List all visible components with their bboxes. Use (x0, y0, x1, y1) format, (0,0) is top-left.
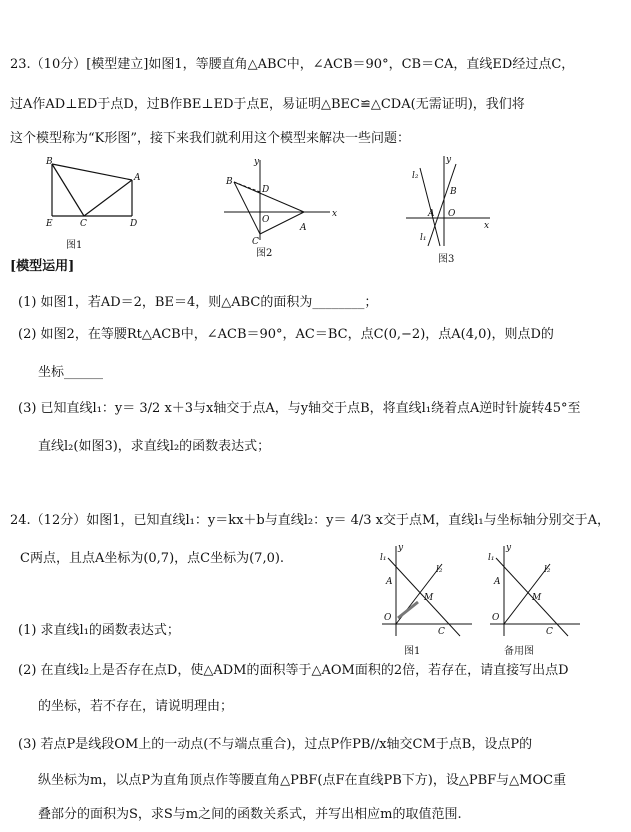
q24-part1: (1) 求直线l₁的函数表达式； (18, 623, 180, 638)
fig1-label-A: A (134, 173, 141, 183)
fig3-label-O: O (448, 209, 456, 219)
q23-line3: 这个模型称为“K形图”，接下来我们就利用这个模型来解决一些问题： (10, 131, 411, 146)
q24-part3b: 纵坐标为m，以点P为直角顶点作等腰直角△PBF(点F在直线PB下方)，设△PBF与△MOC重 (38, 773, 567, 788)
q24-fig1-label-C: C (438, 627, 445, 637)
fig1-label-C: C (80, 219, 87, 229)
q23-line1: 23.（10分）[模型建立]如图1，等腰直角△ABC中，∠ACB＝90°，CB＝CA，直线ED经过点C， (10, 57, 575, 72)
q24-fig2-label-l1: l₁ (488, 553, 495, 563)
q24-fig1-caption: 图1 (404, 646, 421, 657)
q24-part2a: (2) 在直线l₂上是否存在点D，使△ADM的面积等于△AOM面积的2倍，若存在，请直接写出点D (18, 663, 569, 678)
q23-fig2-caption: 图2 (256, 248, 273, 259)
q23-part2a: (2) 如图2，在等腰Rt△ACB中，∠ACB＝90°，AC＝BC，点C(0,−2)，点A(4,0)，则点D的 (18, 327, 554, 342)
q23-line2: 过A作AD⊥ED于点D，过B作BE⊥ED于点E，易证明△BEC≌△CDA(无需证明)，我们将 (10, 97, 525, 112)
q24-fig1-label-l2: l₂ (436, 565, 443, 575)
fig1-label-B: B (46, 157, 53, 167)
q24-part2b: 的坐标，若不存在，请说明理由； (38, 699, 234, 714)
fig3-label-B: B (450, 187, 457, 197)
q24-part3c: 叠部分的面积为S，求S与m之间的函数关系式，并写出相应m的取值范围. (38, 807, 462, 822)
q24-fig1-label-y: y (398, 543, 404, 553)
q23-part2b: 坐标______ (38, 365, 104, 380)
q23-part3a: (3) 已知直线l₁：y＝ 3/2 x＋3与x轴交于点A，与y轴交于点B，将直线l₁绕着点A逆时针旋转45°至 (18, 401, 581, 416)
q24-fig2-label-M: M (532, 593, 542, 603)
fig2-label-x: x (332, 209, 338, 219)
q24-fig2-label-y: y (506, 543, 512, 553)
q24-fig1-label-M: M (424, 593, 434, 603)
q24-fig2-label-C: C (546, 627, 553, 637)
q24-fig2-label-O: O (492, 613, 500, 623)
fig3-label-l2: l₂ (412, 171, 419, 181)
fig1-label-D: D (130, 219, 138, 229)
fig2-label-C: C (252, 237, 259, 247)
q24-fig1-label-O: O (384, 613, 392, 623)
q24-line2: C两点，且点A坐标为(0,7)，点C坐标为(7,0). (20, 551, 285, 566)
q23-figure-2 (220, 156, 340, 246)
q23-section-heading: [模型运用] (10, 259, 75, 274)
fig1-label-E: E (46, 219, 53, 229)
q24-fig1-label-A: A (386, 577, 393, 587)
q23-fig3-caption: 图3 (438, 254, 455, 265)
fig2-label-A: A (300, 223, 307, 233)
fig2-label-B: B (226, 177, 233, 187)
fig2-label-D: D (262, 185, 270, 195)
q24-part3a: (3) 若点P是线段OM上的一动点(不与端点重合)，过点P作PB//x轴交CM于点B，设点P的 (18, 737, 533, 752)
fig3-label-l1: l₁ (420, 233, 427, 243)
fig2-label-O: O (262, 215, 270, 225)
q24-fig2-label-A: A (494, 577, 501, 587)
q24-line1: 24.（12分）如图1，已知直线l₁：y＝kx＋b与直线l₂：y＝ 4/3 x交于点M，直线l₁与坐标轴分别交于A， (10, 513, 611, 528)
q23-fig1-caption: 图1 (66, 240, 83, 251)
fig3-label-y: y (446, 155, 452, 165)
q24-fig2-caption: 备用图 (504, 646, 534, 657)
q23-figure-3 (404, 154, 494, 250)
fig3-label-A: A (428, 209, 435, 219)
q23-part1: (1) 如图1，若AD＝2，BE＝4，则△ABC的面积为________； (18, 295, 378, 310)
q24-fig1-label-l1: l₁ (380, 553, 387, 563)
q23-part3b: 直线l₂(如图3)，求直线l₂的函数表达式； (38, 439, 271, 454)
fig2-label-y: y (254, 157, 260, 167)
fig3-label-x: x (484, 221, 490, 231)
q24-fig2-label-l2: l₂ (544, 565, 551, 575)
q23-figure-1 (44, 156, 144, 236)
